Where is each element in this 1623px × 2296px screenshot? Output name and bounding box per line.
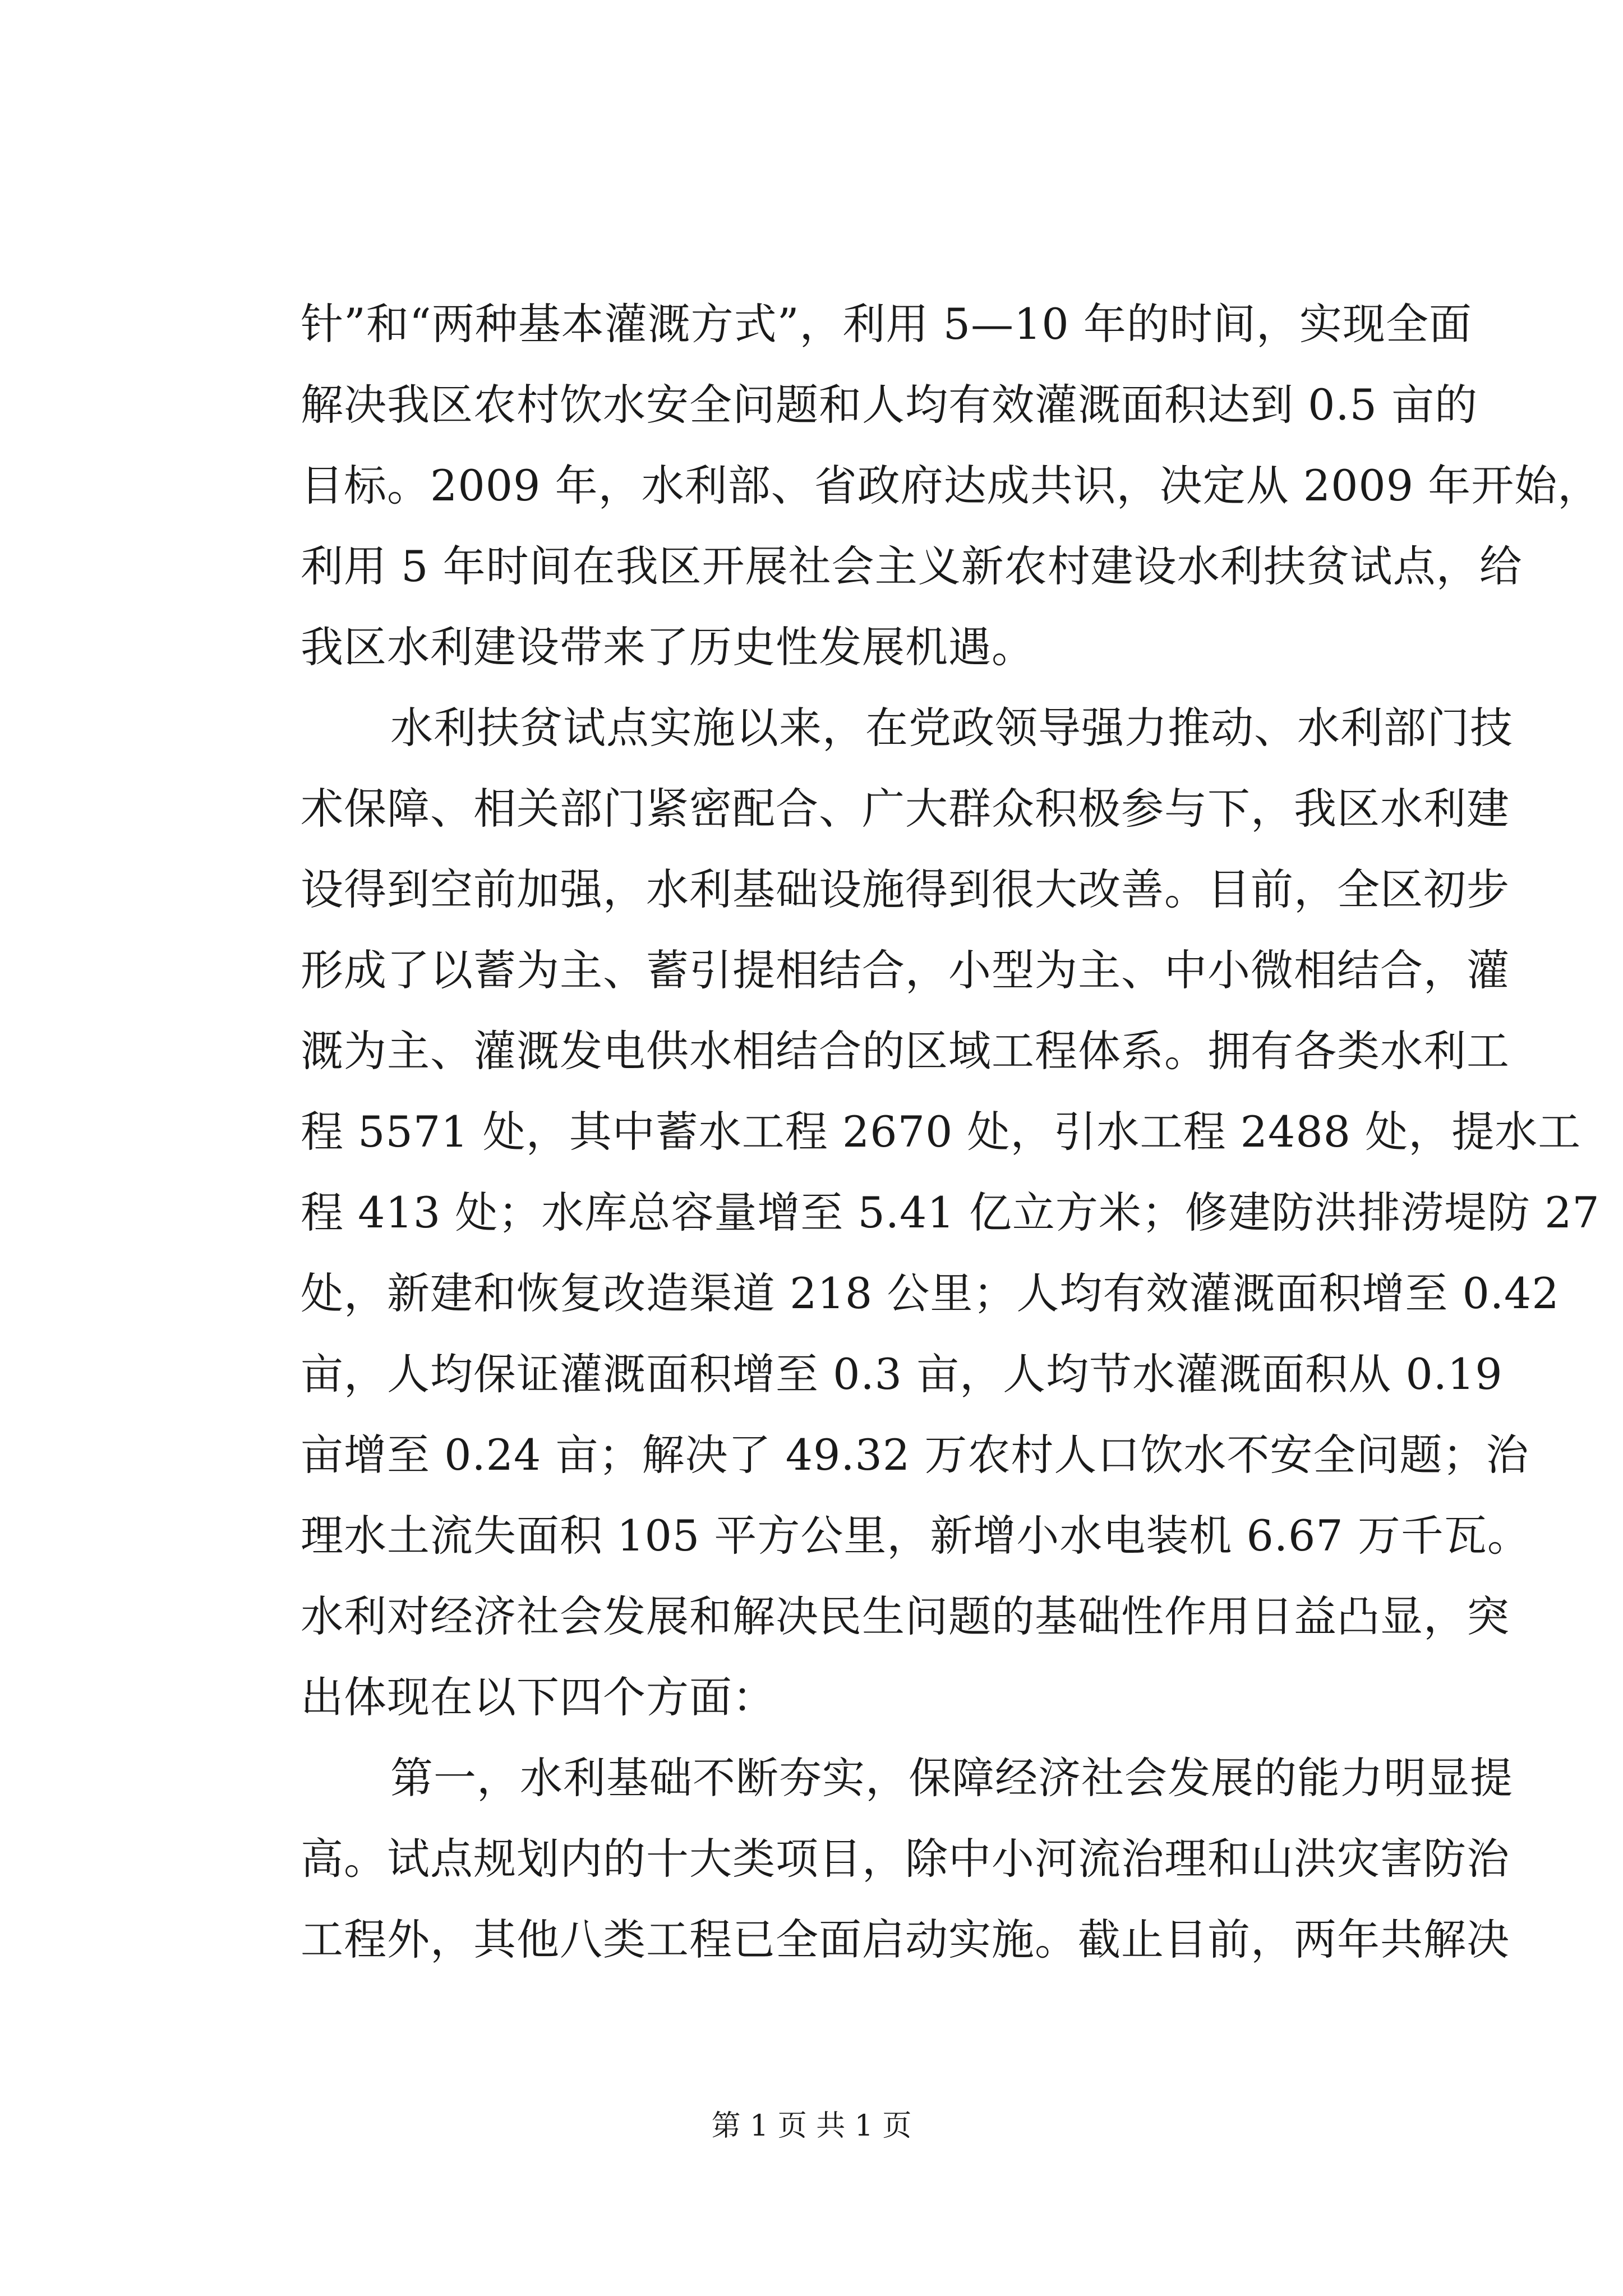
page-footer: [0, 2109, 1623, 2143]
text-line: 处，新建和恢复改造渠道 218 公里；人均有效灌溉面积增至 0.42: [301, 1268, 1560, 1318]
text-line: 溉为主、灌溉发电供水相结合的区域工程体系。拥有各类水利工: [301, 1026, 1510, 1076]
text-line: 出体现在以下四个方面：: [301, 1672, 776, 1722]
paragraph-start-line: 第一，水利基础不断夯实，保障经济社会发展的能力明显提: [390, 1753, 1513, 1803]
text-line: 工程外，其他八类工程已全面启动实施。截止目前，两年共解决: [301, 1915, 1510, 1964]
text-line: 形成了以蓄为主、蓄引提相结合，小型为主、中小微相结合，灌: [301, 945, 1510, 995]
text-line: 程 413 处；水库总容量增至 5.41 亿立方米；修建防洪排涝堤防 27: [301, 1188, 1600, 1237]
paragraph-start-line: 水利扶贫试点实施以来，在党政领导强力推动、水利部门技: [390, 703, 1513, 753]
text-line: 理水土流失面积 105 平方公里，新增小水电装机 6.67 万千瓦。: [301, 1511, 1530, 1561]
text-line: 亩，人均保证灌溉面积增至 0.3 亩，人均节水灌溉面积从 0.19: [301, 1349, 1503, 1399]
text-line: 术保障、相关部门紧密配合、广大群众积极参与下，我区水利建: [301, 784, 1510, 834]
text-line: 目标。2009 年，水利部、省政府达成共识，决定从 2009 年开始，: [301, 461, 1601, 510]
text-line: 利用 5 年时间在我区开展社会主义新农村建设水利扶贫试点，给: [301, 541, 1523, 591]
text-line: 亩增至 0.24 亩；解决了 49.32 万农村人口饮水不安全问题；治: [301, 1430, 1529, 1480]
text-line: 程 5571 处，其中蓄水工程 2670 处，引水工程 2488 处，提水工: [301, 1107, 1581, 1157]
text-line: 解决我区农村饮水安全问题和人均有效灌溉面积达到 0.5 亩的: [301, 380, 1478, 430]
text-line: 针”和“两种基本灌溉方式”，利用 5—10 年的时间，实现全面: [301, 299, 1472, 349]
body-text: [301, 284, 1601, 1980]
text-line: 设得到空前加强，水利基础设施得到很大改善。目前，全区初步: [301, 864, 1510, 914]
page-number: 第 1 页 共 1 页: [711, 2109, 912, 2143]
text-line: 水利对经济社会发展和解决民生问题的基础性作用日益凸显，突: [301, 1591, 1510, 1641]
text-line: 我区水利建设带来了历史性发展机遇。: [301, 622, 1035, 672]
text-line: 高。试点规划内的十大类项目，除中小河流治理和山洪灾害防治: [301, 1834, 1510, 1884]
